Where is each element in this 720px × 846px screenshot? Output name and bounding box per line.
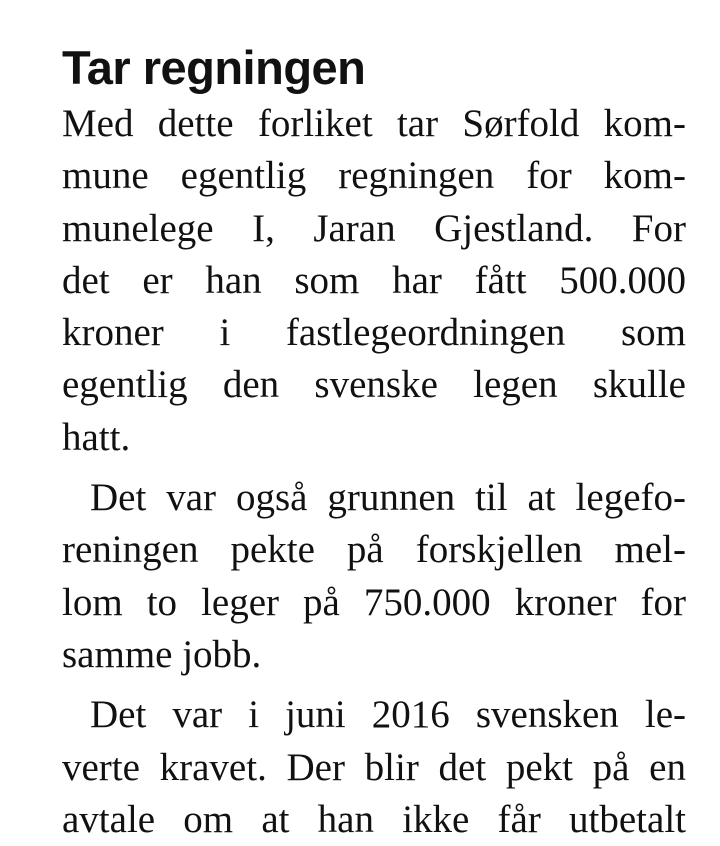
paragraph-2 bbox=[62, 472, 686, 681]
article bbox=[62, 38, 686, 846]
text-line: Det var også grunnen til at legefo- bbox=[90, 476, 686, 520]
text-line: Med dette forliket tar Sørfold kom- bbox=[62, 102, 686, 145]
text-line: avtale om at han ikke får utbetalt bbox=[62, 797, 686, 841]
text-line: verte kravet. Der blir det pekt på en bbox=[62, 745, 686, 789]
paragraph-gap bbox=[62, 681, 686, 689]
text-line: det er han som har fått 500.000 bbox=[62, 258, 686, 302]
text-line: munelege I, Jaran Gjestland. For bbox=[62, 206, 686, 250]
text-line: Det var i juni 2016 svensken le- bbox=[90, 693, 686, 737]
text-line: samme jobb. bbox=[62, 632, 262, 676]
paragraph-3 bbox=[62, 689, 686, 846]
text-line: egentlig den svenske legen skulle bbox=[62, 363, 686, 407]
text-line: mune egentlig regningen for kom- bbox=[62, 154, 686, 198]
text-line: reningen pekte på forskjellen mel- bbox=[62, 528, 686, 572]
paragraph-1 bbox=[62, 98, 686, 464]
text-line: lom to leger på 750.000 kroner for bbox=[62, 580, 686, 624]
text-line: kroner i fastlegeordningen som bbox=[62, 311, 686, 355]
article-headline: Tar regningen bbox=[62, 41, 366, 94]
text-line: hatt. bbox=[62, 415, 131, 459]
paragraph-gap bbox=[62, 464, 686, 472]
